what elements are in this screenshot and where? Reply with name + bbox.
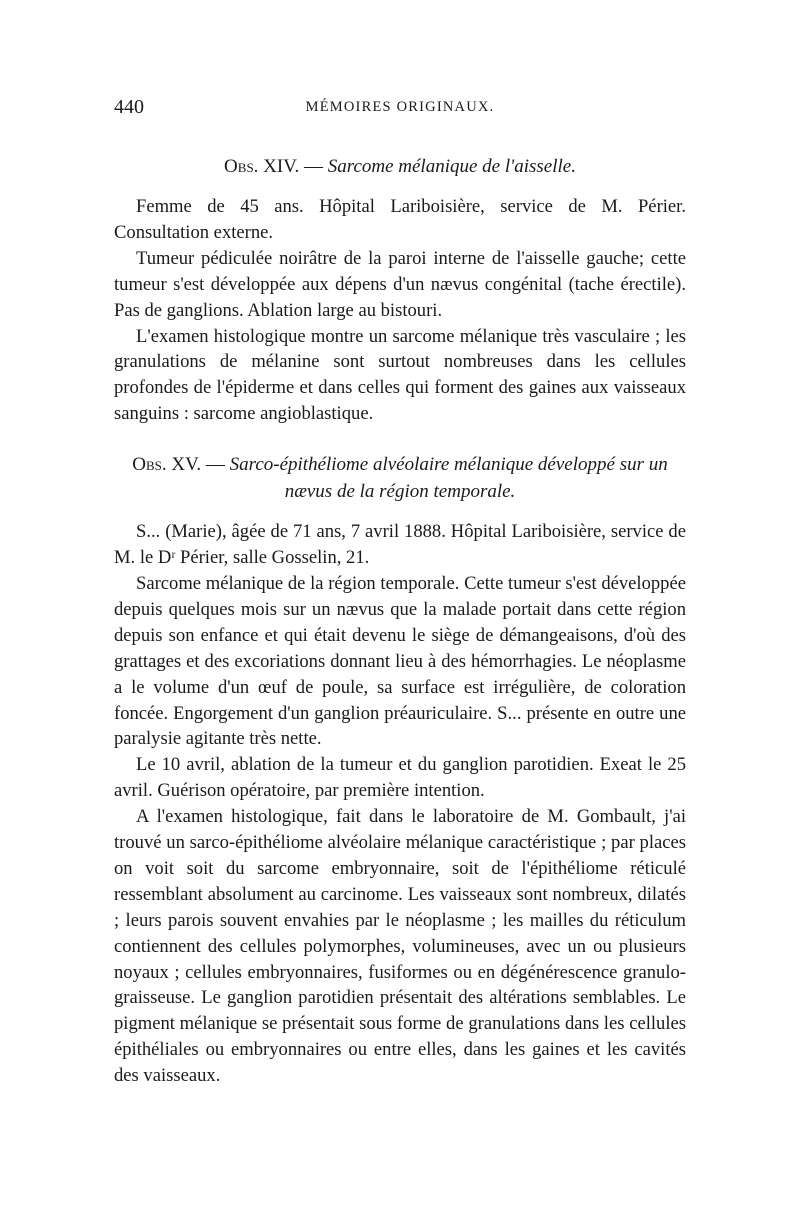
book-page <box>114 96 686 1089</box>
page-number: 440 <box>114 96 144 118</box>
running-head <box>114 96 686 126</box>
heading-separator: — <box>205 454 225 476</box>
observation-heading <box>114 153 686 180</box>
observation-heading <box>114 451 686 505</box>
observation-body <box>114 194 686 427</box>
paragraph: S... (Marie), âgée de 71 ans, 7 avril 1888. Hôpital Lariboisière, service de M. le Dʳ Périer, salle Gosselin, 21. <box>114 521 686 569</box>
paragraph: A l'examen histologique, fait dans le laboratoire de M. Gombault, j'ai trouvé un sarco-épithéliome alvéolaire mélanique caractéristique ; par places on voit soit du sarcome embryonnaire, soit de l'épithéliome réticulé ressemblant absolument au carcinome. Les vaisseaux sont nombreux, dilatés ; leurs parois souvent envahies par le néoplasme ; les mailles du réticulum contiennent des cellules polymorphes, volumineuses, avec un ou plusieurs noyaux ; cellules embryonnaires, fusiformes ou en dégénérescence granulo-graisseuse. Le ganglion parotidien présentait des altérations semblables. Le pigment mélanique se présentait sous forme de granulations dans les cellules épithéliales ou embryonnaires ou entre elles, dans les gaines et les cavités des vaisseaux. <box>114 806 686 1087</box>
paragraph: Tumeur pédiculée noirâtre de la paroi interne de l'aisselle gauche; cette tumeur s'est développée aux dépens d'un nævus congénital (tache érectile). Pas de ganglions. Ablation large au bistouri. <box>114 247 686 321</box>
paragraph: Sarcome mélanique de la région temporale. Cette tumeur s'est développée depuis quelques mois sur un nævus que la malade portait dans cette région depuis son enfance et qui était devenu le siège de démangeaisons, d'où des grattages et des excoriations donnant lieu à des hémorrhagies. Le néoplasme a le volume d'un œuf de poule, sa surface est irrégulière, de coloration foncée. Engorgement d'un ganglion préauriculaire. S... présente en outre une paralysie agitante très nette. <box>114 572 686 750</box>
observation-body <box>114 519 686 1089</box>
observation-title: Sarco-épithéliome alvéolaire mélanique développé sur un nævus de la région temporale. <box>229 454 668 503</box>
running-title: MÉMOIRES ORIGINAUX. <box>305 99 495 115</box>
paragraph: Femme de 45 ans. Hôpital Lariboisière, service de M. Périer. Consultation externe. <box>114 196 686 243</box>
paragraph: L'examen histologique montre un sarcome mélanique très vasculaire ; les granulations de mélanine sont surtout nombreuses dans les cellules profondes de l'épiderme et dans celles qui forment des gaines aux vaisseaux sanguins : sarcome angioblastique. <box>114 325 686 425</box>
observation-label: Obs. XIV. <box>224 156 300 177</box>
observation-title: Sarcome mélanique de l'aisselle. <box>327 156 576 177</box>
paragraph: Le 10 avril, ablation de la tumeur et du ganglion parotidien. Exeat le 25 avril. Guérison opératoire, par première intention. <box>114 754 686 802</box>
observation-label: Obs. XV. <box>132 454 202 476</box>
heading-separator: — <box>304 156 323 177</box>
